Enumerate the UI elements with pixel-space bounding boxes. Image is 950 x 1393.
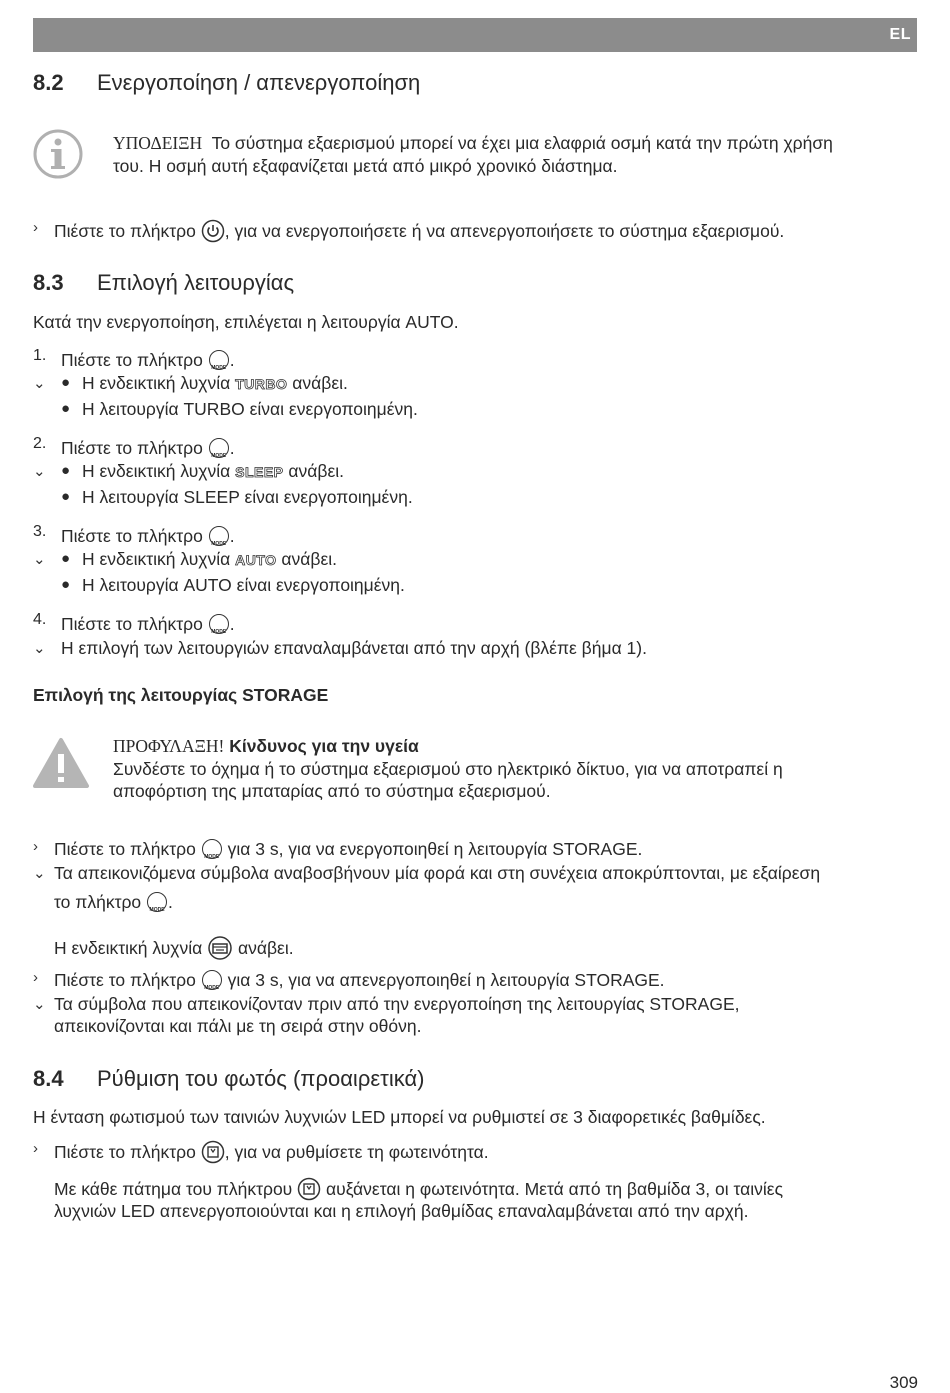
instruction-text-end: για 3 s, για να ενεργοποιηθεί η λειτουργία STORAGE. [227, 839, 643, 859]
mode-button-icon: MODE [147, 892, 167, 912]
storage-on-result-2 [54, 891, 173, 913]
auto-indicator-icon: AUTO [235, 552, 277, 568]
step-text: Πιέστε το πλήκτρο [61, 350, 203, 370]
lamp-text: Η ενδεικτική λυχνία [82, 373, 231, 393]
lamp-text-end: ανάβει. [288, 461, 344, 481]
bullet: ● [61, 400, 71, 417]
instruction-text: Πιέστε το πλήκτρο [54, 1142, 196, 1162]
step-number: 2. [33, 435, 47, 452]
lamp-text: Η ενδεικτική λυχνία [82, 549, 231, 569]
step-1: Πιέστε το πλήκτρο MODE . [61, 350, 235, 371]
step-text: Πιέστε το πλήκτρο [61, 526, 203, 546]
lamp-text-end: ανάβει. [237, 938, 294, 958]
lamp-text: Η ενδεικτική λυχνία [82, 461, 231, 481]
result-text-end: . [168, 892, 173, 912]
lamp-text-end: ανάβει. [292, 373, 348, 393]
step-2-lamp [82, 460, 344, 483]
instruction-text: Πιέστε το πλήκτρο [54, 221, 196, 241]
bullet: ● [61, 374, 71, 391]
bullet: ● [61, 550, 71, 567]
note-text: Το σύστημα εξαερισμού μπορεί να έχει μια ελαφριά οσμή κατά την πρώτη χρήση [211, 133, 833, 153]
language-code: EL [889, 26, 911, 43]
power-instruction [54, 219, 784, 243]
instruction-marker: › [33, 838, 38, 855]
lamp-text: Η ενδεικτική λυχνία [54, 938, 203, 958]
warning-icon [32, 737, 90, 789]
result-text-end: αυξάνεται η φωτεινότητα. Μετά από τη βαθμίδα 3, οι ταινίες [326, 1179, 784, 1199]
result-marker: ⌄ [33, 640, 46, 657]
light-button-icon [201, 1140, 225, 1164]
instruction-text-end: , για να ενεργοποιήσετε ή να απενεργοποιήσετε το σύστημα εξαερισμού. [224, 221, 785, 241]
section-number: 8.3 [33, 270, 64, 295]
result-text: το πλήκτρο [54, 892, 142, 912]
sleep-indicator-icon: SLEEP [235, 464, 284, 480]
note-label: ΥΠΟΔΕΙΞΗ [113, 133, 203, 153]
storage-heading: Επιλογή της λειτουργίας STORAGE [33, 685, 329, 705]
page-number: 309 [889, 1373, 918, 1392]
storage-off-instruction [54, 969, 665, 991]
section-title: Ρύθμιση του φωτός (προαιρετικά) [97, 1066, 425, 1091]
section-title: Ενεργοποίηση / απενεργοποίηση [97, 70, 421, 95]
warning-heading: Κίνδυνος για την υγεία [229, 736, 419, 756]
light-intro: Η ένταση φωτισμού των ταινιών λυχνιών LED μπορεί να ρυθμιστεί σε 3 διαφορετικές βαθμίδες. [33, 1107, 766, 1127]
power-button-icon [201, 219, 225, 243]
section-8-4-heading [33, 1066, 425, 1092]
turbo-indicator-icon: TURBO [235, 376, 288, 392]
result-marker: ⌄ [33, 375, 46, 392]
storage-lamp [54, 936, 294, 960]
mode-button-icon: MODE [209, 350, 229, 370]
step-3: Πιέστε το πλήκτρο MODE . [61, 526, 235, 547]
instruction-text: Πιέστε το πλήκτρο [54, 970, 196, 990]
light-instruction [54, 1140, 489, 1164]
instruction-marker: › [33, 969, 38, 986]
result-marker: ⌄ [33, 551, 46, 568]
storage-indicator-icon [207, 936, 233, 960]
section-number: 8.2 [33, 70, 64, 95]
step-number: 3. [33, 523, 47, 540]
mode-button-icon: MODE [202, 839, 222, 859]
result-marker: ⌄ [33, 865, 46, 882]
section-8-3-heading [33, 270, 294, 296]
step-text: Πιέστε το πλήκτρο [61, 438, 203, 458]
bullet: ● [61, 488, 71, 505]
step-4-result: Η επιλογή των λειτουργιών επαναλαμβάνεται από την αρχή (βλέπε βήμα 1). [61, 638, 647, 658]
instruction-marker: › [33, 219, 38, 236]
section-8-2-heading [33, 70, 420, 96]
step-3-lamp [82, 548, 337, 571]
result-text: Με κάθε πάτημα του πλήκτρου [54, 1179, 293, 1199]
storage-off-result-2: απεικονίζονται και πάλι με τη σειρά στην οθόνη. [54, 1016, 422, 1036]
lamp-text-end: ανάβει. [281, 549, 338, 569]
note-line-1 [113, 132, 833, 154]
light-result-1 [54, 1177, 783, 1201]
mode-button-icon: MODE [209, 438, 229, 458]
bullet: ● [61, 462, 71, 479]
instruction-marker: › [33, 1140, 38, 1157]
instruction-text-end: , για να ρυθμίσετε τη φωτεινότητα. [224, 1142, 489, 1162]
step-1-active: Η λειτουργία TURBO είναι ενεργοποιημένη. [82, 399, 418, 419]
step-number: 1. [33, 347, 47, 364]
warning-line-2: αποφόρτιση της μπαταρίας από το σύστημα εξαερισμού. [113, 781, 551, 801]
warning-line-1: Συνδέστε το όχημα ή το σύστημα εξαερισμού στο ηλεκτρικό δίκτυο, για να αποτραπεί η [113, 759, 783, 779]
storage-on-instruction [54, 838, 642, 860]
mode-intro: Κατά την ενεργοποίηση, επιλέγεται η λειτουργία AUTO. [33, 312, 459, 332]
header-bar [33, 18, 917, 52]
light-button-icon [297, 1177, 321, 1201]
step-3-active: Η λειτουργία AUTO είναι ενεργοποιημένη. [82, 575, 405, 595]
instruction-text-end: για 3 s, για να απενεργοποιηθεί η λειτουργία STORAGE. [227, 970, 665, 990]
warning-label: ΠΡΟΦΥΛΑΞΗ! [113, 736, 225, 756]
section-title: Επιλογή λειτουργίας [97, 270, 295, 295]
note-line-2: του. Η οσμή αυτή εξαφανίζεται μετά από μικρό χρονικό διάστημα. [113, 156, 618, 176]
mode-button-icon: MODE [209, 526, 229, 546]
bullet: ● [61, 576, 71, 593]
step-2-active: Η λειτουργία SLEEP είναι ενεργοποιημένη. [82, 487, 413, 507]
step-2: Πιέστε το πλήκτρο MODE . [61, 438, 235, 459]
info-icon [33, 129, 83, 179]
section-number: 8.4 [33, 1066, 64, 1091]
mode-button-icon: MODE [209, 614, 229, 634]
result-marker: ⌄ [33, 996, 46, 1013]
step-number: 4. [33, 611, 47, 628]
result-marker: ⌄ [33, 463, 46, 480]
instruction-text: Πιέστε το πλήκτρο [54, 839, 196, 859]
light-result-2: λυχνιών LED απενεργοποιούνται και η επιλογή βαθμίδας επαναλαμβάνεται από την αρχή. [54, 1201, 749, 1221]
warning-title [113, 735, 419, 757]
step-1-lamp [82, 372, 348, 395]
step-4: Πιέστε το πλήκτρο MODE . [61, 614, 235, 635]
step-text: Πιέστε το πλήκτρο [61, 614, 203, 634]
mode-button-icon: MODE [202, 970, 222, 990]
storage-on-result-1: Τα απεικονιζόμενα σύμβολα αναβοσβήνουν μία φορά και στη συνέχεια αποκρύπτονται, με εξαίρεση [54, 863, 821, 883]
storage-off-result-1: Τα σύμβολα που απεικονίζονταν πριν από την ενεργοποίηση της λειτουργίας STORAGE, [54, 994, 740, 1014]
